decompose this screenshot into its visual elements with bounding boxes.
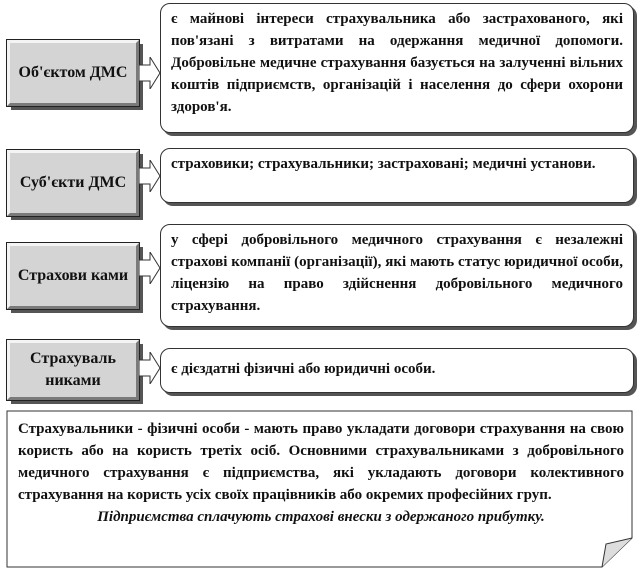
arrow-icon	[139, 160, 161, 192]
note-italic: Підприємства сплачують страхові внески з одержаного прибутку.	[97, 509, 545, 525]
note-body: - фізичні особи - мають право укладати договори страхування на свою користь або на користь третіх осіб. Основними страхувальниками з добровільного медичного страхування є підприємства, які укладають договори колективного страхування на користь усіх своїх працівників або окремих професійних груп.	[18, 421, 624, 503]
arrow-icon	[139, 352, 161, 384]
desc-object-text: є майнові інтереси страхувальника або застрахованого, які пов'язані з витратами на одержання медичної допомоги. Добровільне медичне страхування базується на залученні вільних коштів підприємств, організацій і населення до сфери охорони здоров'я.	[171, 11, 623, 115]
label-subjects	[7, 150, 139, 216]
desc-object	[160, 3, 634, 133]
note-lead: Страхувальники	[18, 421, 134, 437]
label-insurers-text: Страхови ками	[17, 267, 129, 284]
arrow-icon	[139, 57, 161, 89]
note-text	[18, 418, 624, 528]
label-policyholders-text: Страхуваль никами	[30, 350, 116, 389]
label-subjects-text: Суб'єкти ДМС	[19, 174, 127, 191]
desc-subjects-text: страховики; страхувальники; застраховані; медичні установи.	[171, 156, 596, 172]
desc-insurers	[160, 224, 634, 327]
label-insurers	[7, 243, 139, 309]
arrow-icon	[139, 252, 161, 284]
label-object-text: Об'єктом ДМС	[18, 64, 128, 81]
desc-insurers-text: у сфері добровільного медичного страхування є незалежні страхові компанії (організації), які мають статус юридичної особи, ліцензію на право здійснення добровільного медичного страхування.	[171, 232, 623, 314]
label-object	[7, 40, 139, 106]
note-box	[6, 410, 634, 568]
label-policyholders	[7, 340, 139, 400]
desc-policyholders-text: є дієздатні фізичні або юридичні особи.	[171, 361, 436, 377]
desc-policyholders	[160, 348, 634, 393]
desc-subjects	[160, 148, 634, 203]
